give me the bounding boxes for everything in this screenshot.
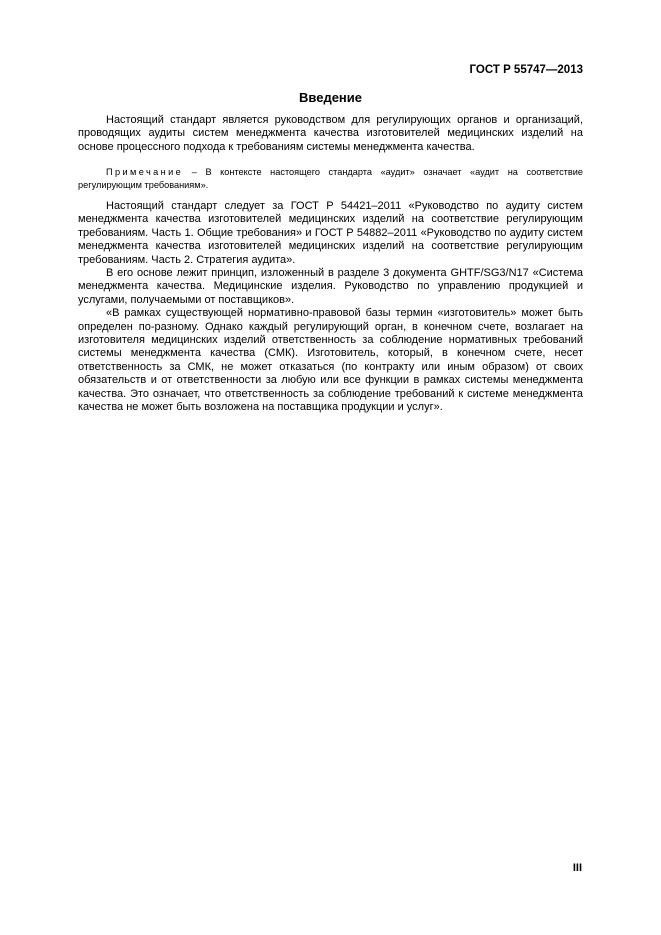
main-text bbox=[78, 200, 583, 415]
note bbox=[78, 166, 583, 191]
intro-block bbox=[78, 114, 583, 154]
paragraph: Настоящий стандарт следует за ГОСТ Р 54421–2011 «Руководство по аудиту систем менеджмента качества изготовителей медицинских изделий на соответствие регулирующим требованиям. Часть 1. Общие требования» и ГОСТ Р 54882–2011 «Руководство по аудиту систем менеджмента качества изготовителей медицинских изделий на соответствие регулирующим требованиям. Часть 2. Стратегия аудита». bbox=[78, 200, 583, 266]
standard-code: ГОСТ Р 55747—2013 bbox=[469, 64, 583, 76]
page-number: III bbox=[572, 862, 582, 874]
section-title: Введение bbox=[299, 90, 362, 105]
intro-paragraph: Настоящий стандарт является руководством для регулирующих органов и организаций, проводящих аудиты систем менеджмента качества изготовителей медицинских изделий на основе процессного подхода к требованиям системы менеджмента качества. bbox=[78, 114, 583, 153]
note-text: – В контексте настоящего стандарта «аудит» означает «аудит на соответствие регулирующим требованиям». bbox=[78, 167, 583, 190]
paragraph: «В рамках существующей нормативно-правовой базы термин «изготовитель» может быть определен по-разному. Однако каждый регулирующий орган, в конечном счете, возлагает на изготовителя медицинских изделий ответственность за соблюдение нормативных требований системы менеджмента качества (СМК). Изготовитель, который, в конечном счете, несет ответственность за СМК, не может отказаться (по контракту или иным образом) от своих обязательств и от ответственности за любую или все функции в рамках системы менеджмента качества. Это означает, что ответственность за соблюдение требований к системе менеджмента качества не может быть возложена на поставщика продукции и услуг». bbox=[78, 307, 583, 414]
note-label: Примечание bbox=[106, 167, 184, 177]
paragraph: В его основе лежит принцип, изложенный в разделе 3 документа GHTF/SG3/N17 «Система менеджмента качества. Медицинские изделия. Руководство по управлению продукцией и услугами, получаемыми от поставщиков». bbox=[78, 267, 583, 306]
